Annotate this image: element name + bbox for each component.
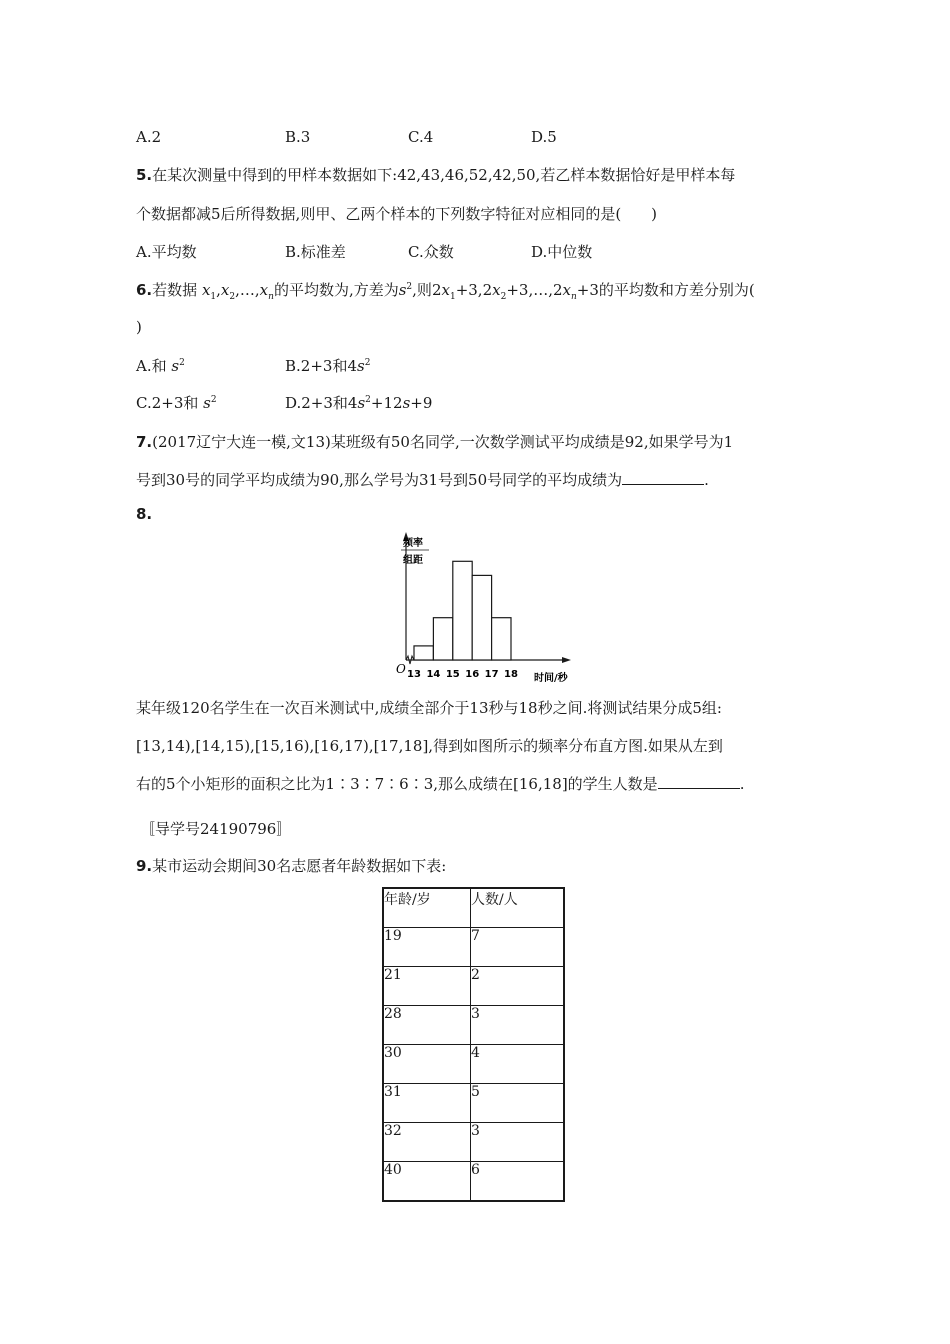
cell-count: 7: [471, 928, 565, 967]
q8-text3: 右的5个小矩形的面积之比为1∶3∶7∶6∶3,那么成绩在[16,18]的学生人数是: [136, 775, 658, 793]
q6-text-d: 的平均数和方差分别为(: [598, 281, 755, 299]
q5-number: 5.: [136, 166, 153, 184]
histogram-bar: [472, 575, 491, 660]
q6-option-a: A.和 $s^2$: [136, 357, 185, 375]
q9-text1: 某市运动会期间30名志愿者年龄数据如下表:: [152, 857, 447, 875]
cell-count: 4: [471, 1045, 565, 1084]
q5-option-b: B.标准差: [285, 243, 346, 261]
q6-text-b: 的平均数为,方差为: [273, 281, 399, 299]
q7-answer-blank[interactable]: [622, 470, 704, 485]
cell-age: 31: [383, 1084, 471, 1123]
q4-option-d: D.5: [531, 128, 557, 146]
table-header-row: [383, 888, 564, 928]
histogram-chart: [395, 528, 575, 688]
header-count: 人数/人: [471, 888, 565, 928]
table-row: [383, 1006, 564, 1045]
xlabel: 时间/秒: [534, 673, 568, 684]
ylabel-top: 频率: [403, 538, 423, 549]
q5-option-d: D.中位数: [531, 243, 593, 261]
cell-count: 3: [471, 1123, 565, 1162]
cell-age: 40: [383, 1162, 471, 1202]
q4-option-a: A.2: [136, 128, 162, 146]
table-row: [383, 967, 564, 1006]
histogram-bar: [414, 646, 433, 660]
cell-age: 21: [383, 967, 471, 1006]
x-axis-arrow: [562, 657, 571, 663]
origin-label: O: [396, 662, 406, 676]
x-tick-label: 18: [504, 669, 518, 680]
cell-age: 28: [383, 1006, 471, 1045]
table-row: [383, 1162, 564, 1202]
histogram-bar: [453, 561, 472, 660]
cell-count: 2: [471, 967, 565, 1006]
histogram-bar: [492, 618, 511, 660]
q6-option-d: D.2+3和$4s^2+12s+9$: [285, 394, 433, 412]
age-table: [382, 887, 565, 1202]
q6-line2: ): [136, 318, 142, 336]
q7-text2: 号到30号的同学平均成绩为90,那么学号为31号到50号同学的平均成绩为: [136, 471, 623, 489]
q7-text1: (2017辽宁大连一模,文13)某班级有50名同学,一次数学测试平均成绩是92,如果学号为1: [152, 433, 734, 451]
x-tick-label: 17: [484, 669, 499, 680]
table-row: [383, 1123, 564, 1162]
q6-option-c: C.2+3和 $s^2$: [136, 394, 217, 412]
histogram-bar: [433, 618, 452, 660]
x-tick-label: 14: [426, 669, 441, 680]
q8-answer-blank[interactable]: [658, 774, 740, 789]
q6-number: 6.: [136, 281, 153, 299]
q7-end: .: [704, 471, 709, 489]
q7-line2: [136, 469, 709, 490]
q8-line2: [13,14),[14,15),[15,16),[16,17),[17,18],得到如图所示的频率分布直方图.如果从左到: [136, 737, 723, 755]
q5-option-a: A.平均数: [136, 243, 197, 261]
ylabel-bottom: 组距: [403, 555, 423, 566]
q5-line1: [136, 164, 735, 185]
q5-option-c: C.众数: [408, 243, 454, 261]
q6-text-c: ,则: [412, 281, 432, 299]
x-tick-label: 16: [465, 669, 480, 680]
q6-option-b: B.2+3和$4s^2$: [285, 357, 371, 375]
cell-count: 5: [471, 1084, 565, 1123]
table-row: [383, 928, 564, 967]
x-tick-label: 13: [407, 669, 421, 680]
q7-line1: [136, 431, 733, 452]
q8-end: .: [739, 775, 745, 793]
cell-age: 30: [383, 1045, 471, 1084]
header-age: 年龄/岁: [383, 888, 471, 928]
q8-line1: 某年级120名学生在一次百米测试中,成绩全部介于13秒与18秒之间.将测试结果分成5组:: [136, 699, 722, 717]
cell-count: 6: [471, 1162, 565, 1202]
q8-number: 8.: [136, 505, 153, 523]
q5-text1: 在某次测量中得到的甲样本数据如下:42,43,46,52,42,50,若乙样本数据恰好是甲样本每: [152, 166, 736, 184]
cell-age: 19: [383, 928, 471, 967]
q9-line1: [136, 855, 446, 876]
q4-option-b: B.3: [285, 128, 311, 146]
q5-line2: 个数据都减5后所得数据,则甲、乙两个样本的下列数字特征对应相同的是( ): [136, 205, 658, 223]
cell-count: 3: [471, 1006, 565, 1045]
q8-line3: [136, 773, 744, 794]
table-row: [383, 1084, 564, 1123]
cell-age: 32: [383, 1123, 471, 1162]
q6-text-a: 若数据: [152, 281, 198, 299]
table-row: [383, 1045, 564, 1084]
q6-line1: 6.若数据 $x_1,x_2,\dots,x_n$的平均数为,方差为$s^2$,则$2x_1+3,2x_2+3,\dots,2x_n+3$的平均数和方差分别为(: [136, 281, 755, 302]
q4-option-c: C.4: [408, 128, 434, 146]
q9-number: 9.: [136, 857, 153, 875]
q8-ref: 〚导学号24190796〛: [140, 820, 292, 838]
q7-number: 7.: [136, 433, 153, 451]
x-tick-label: 15: [445, 669, 460, 680]
